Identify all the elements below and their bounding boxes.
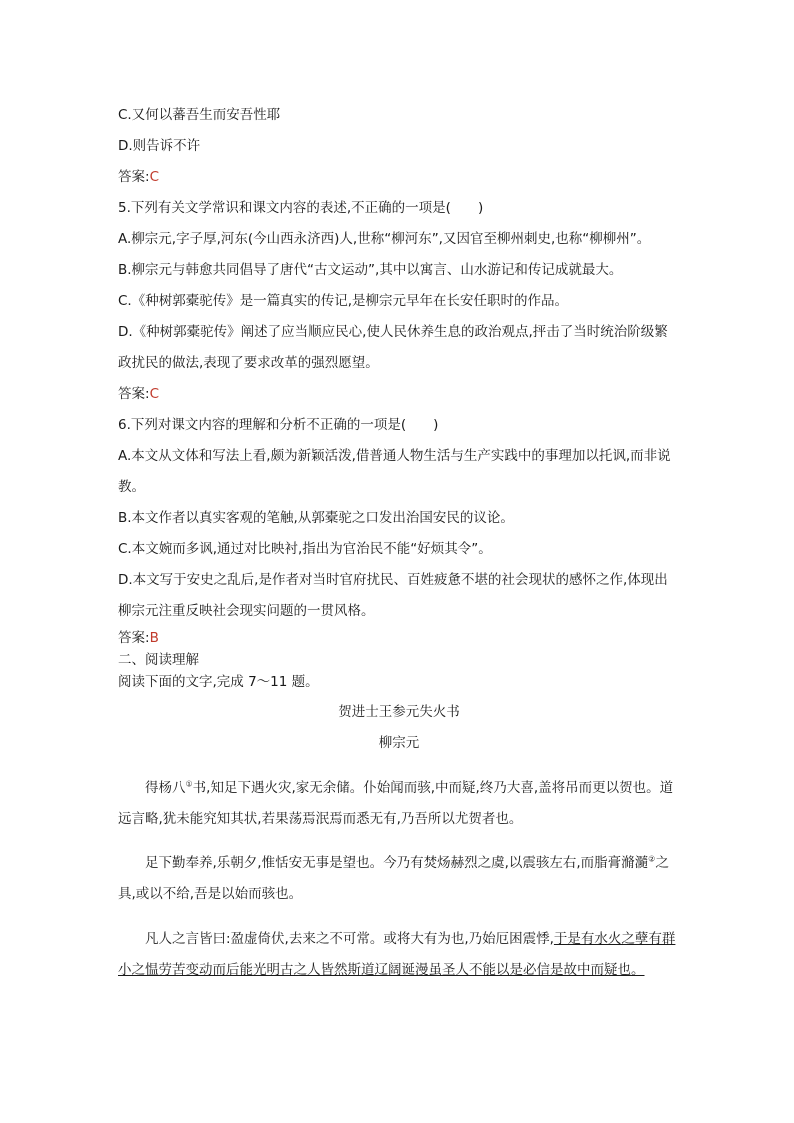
footnote-marker: ② [648, 854, 656, 864]
footnote-marker: ① [185, 779, 193, 788]
q5-stem: 5.下列有关文学常识和课文内容的表述,不正确的一项是( ) [118, 200, 484, 216]
section-instruction: 阅读下面的文字,完成 7～11 题。 [118, 674, 319, 690]
q4-option-c: C.又何以蕃吾生而安吾性耶 [118, 107, 281, 123]
q5-option-c: C.《种树郭橐驼传》是一篇真实的传记,是柳宗元早年在长安任职时的作品。 [118, 293, 569, 309]
passage-title: 贺进士王参元失火书 [338, 704, 460, 720]
section-heading: 二、阅读理解 [118, 652, 199, 668]
q4-answer [118, 162, 680, 193]
q5-option-b: B.柳宗元与韩愈共同倡导了唐代“古文运动”,其中以寓言、山水游记和传记成就最大。 [118, 262, 623, 278]
q4-option-d: D.则告诉不许 [118, 138, 201, 154]
q6-option-b: B.本文作者以真实客观的笔触,从郭橐驼之口发出治国安民的议论。 [118, 510, 514, 526]
underlined-sentence: 于是有水火之孽有群小之愠劳苦变动而后能光明古之人皆然斯道辽阔诞漫虽圣人不能以是必信是故中而疑也。 [118, 930, 676, 978]
q6-option-c: C.本文婉而多讽,通过对比映衬,指出为官治民不能“好烦其令”。 [118, 541, 492, 557]
q6-option-a: A.本文从文体和写法上看,颇为新颖活泼,借普通人物生活与生产实践中的事理加以托讽,而非说教。 [118, 448, 671, 495]
answer-value: C [149, 386, 159, 402]
answer-value: C [149, 169, 159, 185]
passage-paragraph-1: 得杨八①书,知足下遇火灾,家无余储。仆始闻而骇,中而疑,终乃大喜,盖将吊而更以贺也。道远言略,犹未能究知其状,若果荡焉泯焉而悉无有,乃吾所以尤贺者也。 [118, 779, 674, 827]
q6-answer [118, 627, 680, 649]
q6-stem: 6.下列对课文内容的理解和分析不正确的一项是( ) [118, 417, 439, 433]
q5-option-d: D.《种树郭橐驼传》阐述了应当顺应民心,使人民休养生息的政治观点,抨击了当时统治阶级繁政扰民的做法,表现了要求改革的强烈愿望。 [118, 324, 668, 371]
answer-label: 答案: [118, 169, 150, 185]
q5-answer [118, 379, 680, 410]
answer-label: 答案: [118, 386, 150, 402]
passage-author: 柳宗元 [378, 735, 420, 751]
q5-option-a: A.柳宗元,字子厚,河东(今山西永济西)人,世称“柳河东”,又因官至柳州刺史,也称“柳柳州”。 [118, 231, 651, 247]
answer-value: B [149, 630, 159, 646]
q6-option-d: D.本文写于安史之乱后,是作者对当时官府扰民、百姓疲惫不堪的社会现状的感怀之作,体现出柳宗元注重反映社会现实问题的一贯风格。 [118, 572, 668, 619]
answer-label: 答案: [118, 630, 150, 646]
document-page [118, 100, 680, 999]
passage-paragraph-3: 凡人之言皆曰:盈虚倚伏,去来之不可常。或将大有为也,乃始厄困震悸,于是有水火之孽有群小之愠劳苦变动而后能光明古之人皆然斯道辽阔诞漫虽圣人不能以是必信是故中而疑也。 [118, 930, 676, 978]
passage-paragraph-2: 足下勤奉养,乐朝夕,惟恬安无事是望也。今乃有焚炀赫烈之虞,以震骇左右,而脂膏滫瀡②之具,或以不给,吾是以始而骇也。 [118, 854, 669, 902]
